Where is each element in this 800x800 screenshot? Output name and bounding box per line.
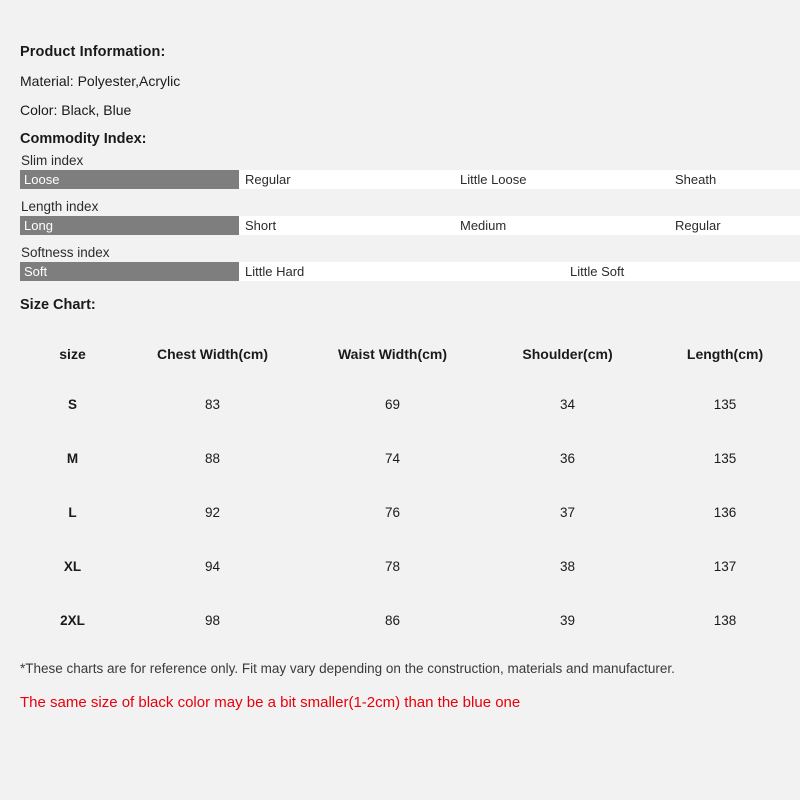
cell-length: 138 [713, 612, 737, 628]
cell-chest-width: 83 [204, 396, 221, 412]
cell-chest-width: 92 [204, 504, 221, 520]
cell-waist-width: 86 [384, 612, 401, 628]
length-index-cell-medium[interactable]: Medium [455, 216, 670, 235]
spacer-slim-length [20, 189, 780, 199]
cell-shoulder: 38 [559, 558, 576, 574]
product-information-section [0, 44, 800, 118]
cell-waist-width: 76 [384, 504, 401, 520]
length-index-cell-short[interactable]: Short [240, 216, 455, 235]
cell-size: L [68, 504, 77, 520]
cell-size: M [66, 450, 79, 466]
length-index-label: Length index [21, 199, 99, 214]
softness-index-bar [20, 262, 800, 281]
cell-size: S [67, 396, 77, 412]
table-header-row [20, 331, 800, 377]
product-information-title: Product Information: [20, 44, 166, 60]
cell-chest-width: 88 [204, 450, 221, 466]
softness-index-cell-little-soft[interactable]: Little Soft [565, 262, 800, 281]
cell-length: 137 [713, 558, 737, 574]
commodity-index-section [0, 131, 800, 281]
cell-chest-width: 94 [204, 558, 221, 574]
slim-index-cell-regular[interactable]: Regular [240, 170, 455, 189]
cell-size: 2XL [60, 612, 85, 628]
cell-shoulder: 39 [559, 612, 576, 628]
spacer-length-softness [20, 235, 780, 245]
table-row [20, 593, 800, 647]
length-index-bar [20, 216, 800, 235]
size-chart-section [0, 297, 800, 711]
softness-index-cell-little-hard[interactable]: Little Hard [240, 262, 565, 281]
column-header-waist-width: Waist Width(cm) [337, 346, 447, 362]
color-size-warning: The same size of black color may be a bit smaller(1-2cm) than the blue one [20, 694, 521, 711]
product-material-line: Material: Polyester,Acrylic [20, 73, 181, 89]
softness-index-group [20, 245, 780, 281]
cell-waist-width: 69 [384, 396, 401, 412]
cell-length: 135 [713, 396, 737, 412]
cell-shoulder: 37 [559, 504, 576, 520]
size-chart-title: Size Chart: [20, 297, 96, 313]
length-index-group [20, 199, 780, 235]
softness-index-cell-soft[interactable]: Soft [20, 262, 240, 281]
size-chart-footnote: *These charts are for reference only. Fit may vary depending on the construction, materials and manufacturer. [20, 661, 675, 676]
cell-shoulder: 34 [559, 396, 576, 412]
cell-size: XL [63, 558, 82, 574]
table-row [20, 431, 800, 485]
column-header-size: size [59, 346, 86, 362]
column-header-shoulder: Shoulder(cm) [522, 346, 613, 362]
column-header-length: Length(cm) [686, 346, 764, 362]
commodity-index-title: Commodity Index: [20, 131, 147, 147]
length-index-cell-regular[interactable]: Regular [670, 216, 800, 235]
slim-index-label: Slim index [21, 153, 84, 168]
cell-waist-width: 74 [384, 450, 401, 466]
product-color-line: Color: Black, Blue [20, 102, 132, 118]
cell-chest-width: 98 [204, 612, 221, 628]
slim-index-bar [20, 170, 800, 189]
spacer-index-size [0, 281, 800, 297]
slim-index-group [20, 153, 780, 189]
size-chart-table [20, 331, 800, 647]
cell-waist-width: 78 [384, 558, 401, 574]
slim-index-cell-sheath[interactable]: Sheath [670, 170, 800, 189]
slim-index-cell-loose[interactable]: Loose [20, 170, 240, 189]
cell-length: 136 [713, 504, 737, 520]
table-row [20, 539, 800, 593]
table-row [20, 377, 800, 431]
softness-index-label: Softness index [21, 245, 110, 260]
slim-index-cell-little-loose[interactable]: Little Loose [455, 170, 670, 189]
cell-shoulder: 36 [559, 450, 576, 466]
table-row [20, 485, 800, 539]
length-index-cell-long[interactable]: Long [20, 216, 240, 235]
cell-length: 135 [713, 450, 737, 466]
column-header-chest-width: Chest Width(cm) [156, 346, 269, 362]
